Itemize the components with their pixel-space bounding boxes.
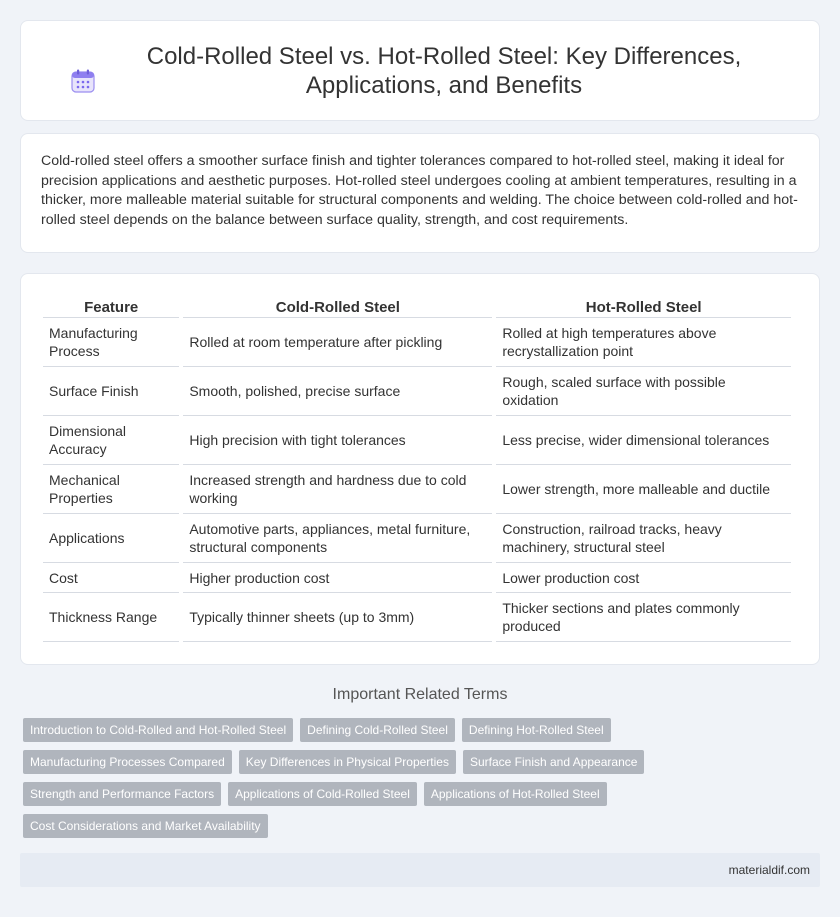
term-tag[interactable]: Key Differences in Physical Properties	[239, 750, 456, 774]
hot-rolled-cell: Less precise, wider dimensional tolerances	[496, 416, 791, 465]
cold-rolled-cell: Higher production cost	[183, 563, 492, 593]
cold-rolled-cell: Typically thinner sheets (up to 3mm)	[183, 593, 492, 642]
cold-rolled-cell: Smooth, polished, precise surface	[183, 367, 492, 416]
term-tag[interactable]: Defining Hot-Rolled Steel	[462, 718, 611, 742]
table-header-row	[43, 294, 791, 318]
term-tag[interactable]: Applications of Hot-Rolled Steel	[424, 782, 607, 806]
feature-cell: Applications	[43, 514, 179, 563]
cold-rolled-cell: Automotive parts, appliances, metal furniture, structural components	[183, 514, 492, 563]
calendar-icon	[70, 68, 96, 94]
comparison-table-card	[20, 273, 820, 665]
header-cold-rolled: Cold-Rolled Steel	[183, 294, 492, 318]
header-hot-rolled: Hot-Rolled Steel	[496, 294, 791, 318]
title-wrap	[70, 42, 770, 100]
related-terms-heading: Important Related Terms	[332, 686, 508, 703]
cold-rolled-cell: Rolled at room temperature after pickling	[183, 318, 492, 367]
comparison-table	[39, 294, 795, 642]
footer-site-link[interactable]: materialdif.com	[728, 863, 810, 877]
table-row	[43, 514, 791, 563]
hot-rolled-cell: Rolled at high temperatures above recrystallization point	[496, 318, 791, 367]
hot-rolled-cell: Thicker sections and plates commonly produced	[496, 593, 791, 642]
term-tag[interactable]: Cost Considerations and Market Availability	[23, 814, 268, 838]
title-card	[20, 20, 820, 121]
term-tag[interactable]: Introduction to Cold-Rolled and Hot-Rolled Steel	[23, 718, 293, 742]
table-row	[43, 318, 791, 367]
table-row	[43, 465, 791, 514]
footer	[20, 853, 820, 887]
hot-rolled-cell: Lower production cost	[496, 563, 791, 593]
term-tag[interactable]: Manufacturing Processes Compared	[23, 750, 232, 774]
hot-rolled-cell: Lower strength, more malleable and ductile	[496, 465, 791, 514]
table-row	[43, 367, 791, 416]
term-tag[interactable]: Surface Finish and Appearance	[463, 750, 644, 774]
table-row	[43, 563, 791, 593]
cold-rolled-cell: High precision with tight tolerances	[183, 416, 492, 465]
term-tag[interactable]: Defining Cold-Rolled Steel	[300, 718, 455, 742]
feature-cell: Dimensional Accuracy	[43, 416, 179, 465]
hot-rolled-cell: Rough, scaled surface with possible oxidation	[496, 367, 791, 416]
cold-rolled-cell: Increased strength and hardness due to cold working	[183, 465, 492, 514]
feature-cell: Thickness Range	[43, 593, 179, 642]
table-row	[43, 416, 791, 465]
header-feature: Feature	[43, 294, 179, 318]
intro-card	[20, 133, 820, 253]
feature-cell: Surface Finish	[43, 367, 179, 416]
term-tag[interactable]: Strength and Performance Factors	[23, 782, 221, 806]
page-title: Cold-Rolled Steel vs. Hot-Rolled Steel: Key Differences, Applications, and Benefits	[146, 42, 742, 99]
feature-cell: Cost	[43, 563, 179, 593]
feature-cell: Manufacturing Process	[43, 318, 179, 367]
table-row	[43, 593, 791, 642]
term-tag[interactable]: Applications of Cold-Rolled Steel	[228, 782, 417, 806]
hot-rolled-cell: Construction, railroad tracks, heavy machinery, structural steel	[496, 514, 791, 563]
feature-cell: Mechanical Properties	[43, 465, 179, 514]
related-terms-list	[23, 718, 823, 846]
intro-paragraph: Cold-rolled steel offers a smoother surface finish and tighter tolerances compared to hot-rolled steel, making it ideal for precision applications and aesthetic purposes. Hot-rolled steel undergoes cooling at ambient temperatures, resulting in a thicker, more malleable material suitable for structural components and welding. The choice between cold-rolled and hot-rolled steel depends on the balance between surface quality, strength, and cost requirements.	[41, 153, 798, 228]
